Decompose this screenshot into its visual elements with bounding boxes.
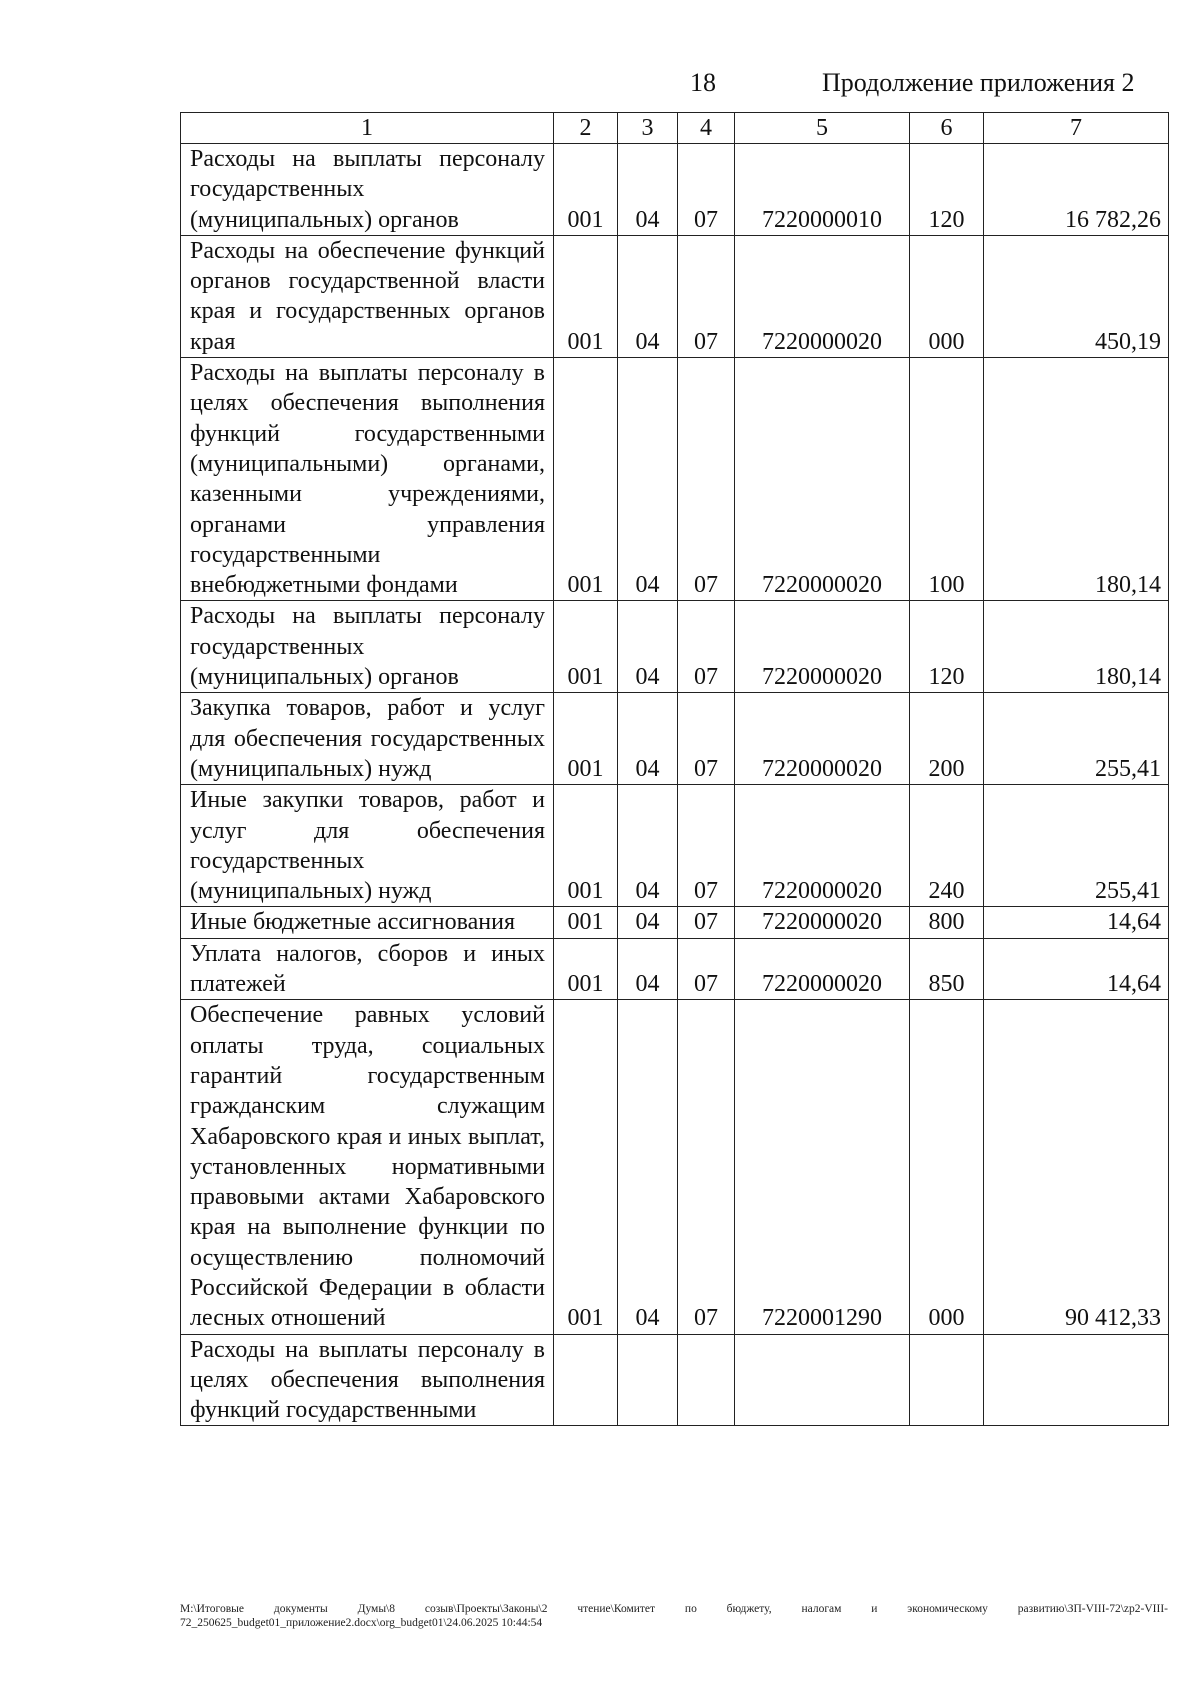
expense-name: Расходы на выплаты персоналу государственных (муниципальных) органов xyxy=(181,601,554,693)
amount: 90 412,33 xyxy=(984,1000,1169,1334)
subsection-code: 07 xyxy=(678,693,735,785)
admin-code: 001 xyxy=(554,938,618,1000)
expense-type-code: 000 xyxy=(910,1000,984,1334)
table-row xyxy=(181,1334,1169,1426)
column-header: 2 xyxy=(554,113,618,144)
column-header: 1 xyxy=(181,113,554,144)
expense-type-code: 120 xyxy=(910,601,984,693)
expense-name: Расходы на выплаты персоналу в целях обеспечения выполнения функций государственными (муниципальными) органами, казенными учреждениями, органами управления государственными внебюджетными фондами xyxy=(181,358,554,601)
expense-type-code: 120 xyxy=(910,144,984,236)
amount: 16 782,26 xyxy=(984,144,1169,236)
expense-type-code xyxy=(910,1334,984,1426)
target-article-code: 7220000020 xyxy=(735,235,910,357)
file-path-footer: M:\Итоговые документы Думы\8 созыв\Проекты\Законы\2 чтение\Комитет по бюджету, налогам и экономическому развитию\ЗП-VIII-72\zp2-VIII-72_250625_budget01_приложение2.docx\org_budget01\24.06.2025 10:44:54 xyxy=(180,1603,1168,1629)
expense-name: Расходы на выплаты персоналу государственных (муниципальных) органов xyxy=(181,144,554,236)
subsection-code: 07 xyxy=(678,1000,735,1334)
section-code: 04 xyxy=(618,785,678,907)
amount: 450,19 xyxy=(984,235,1169,357)
amount: 14,64 xyxy=(984,938,1169,1000)
continuation-caption: Продолжение приложения 2 xyxy=(822,68,1135,97)
expense-name: Иные бюджетные ассигнования xyxy=(181,907,554,938)
admin-code: 001 xyxy=(554,907,618,938)
subsection-code: 07 xyxy=(678,938,735,1000)
amount xyxy=(984,1334,1169,1426)
expense-name: Закупка товаров, работ и услуг для обеспечения государственных (муниципальных) нужд xyxy=(181,693,554,785)
table-row xyxy=(181,938,1169,1000)
expense-type-code: 800 xyxy=(910,907,984,938)
admin-code: 001 xyxy=(554,601,618,693)
section-code: 04 xyxy=(618,907,678,938)
section-code: 04 xyxy=(618,358,678,601)
column-header: 3 xyxy=(618,113,678,144)
expense-name: Расходы на выплаты персоналу в целях обеспечения выполнения функций государственными xyxy=(181,1334,554,1426)
section-code: 04 xyxy=(618,601,678,693)
section-code: 04 xyxy=(618,938,678,1000)
admin-code xyxy=(554,1334,618,1426)
subsection-code xyxy=(678,1334,735,1426)
target-article-code: 7220000020 xyxy=(735,785,910,907)
section-code: 04 xyxy=(618,1000,678,1334)
section-code: 04 xyxy=(618,144,678,236)
table-row xyxy=(181,235,1169,357)
section-code xyxy=(618,1334,678,1426)
table-row xyxy=(181,144,1169,236)
target-article-code: 7220000020 xyxy=(735,907,910,938)
table-row xyxy=(181,1000,1169,1334)
target-article-code: 7220000020 xyxy=(735,693,910,785)
expense-name: Уплата налогов, сборов и иных платежей xyxy=(181,938,554,1000)
expense-name: Иные закупки товаров, работ и услуг для обеспечения государственных (муниципальных) нужд xyxy=(181,785,554,907)
target-article-code: 7220000010 xyxy=(735,144,910,236)
page-number: 18 xyxy=(690,68,716,97)
budget-table xyxy=(180,112,1169,1426)
expense-type-code: 850 xyxy=(910,938,984,1000)
amount: 180,14 xyxy=(984,358,1169,601)
admin-code: 001 xyxy=(554,693,618,785)
amount: 14,64 xyxy=(984,907,1169,938)
table-row xyxy=(181,907,1169,938)
table-row xyxy=(181,693,1169,785)
subsection-code: 07 xyxy=(678,785,735,907)
target-article-code: 7220000020 xyxy=(735,358,910,601)
subsection-code: 07 xyxy=(678,601,735,693)
column-header: 4 xyxy=(678,113,735,144)
admin-code: 001 xyxy=(554,144,618,236)
table-row xyxy=(181,358,1169,601)
column-header: 5 xyxy=(735,113,910,144)
expense-type-code: 000 xyxy=(910,235,984,357)
subsection-code: 07 xyxy=(678,144,735,236)
expense-type-code: 200 xyxy=(910,693,984,785)
target-article-code xyxy=(735,1334,910,1426)
subsection-code: 07 xyxy=(678,907,735,938)
column-number-row xyxy=(181,113,1169,144)
section-code: 04 xyxy=(618,693,678,785)
column-header: 6 xyxy=(910,113,984,144)
expense-type-code: 100 xyxy=(910,358,984,601)
subsection-code: 07 xyxy=(678,358,735,601)
subsection-code: 07 xyxy=(678,235,735,357)
admin-code: 001 xyxy=(554,785,618,907)
target-article-code: 7220000020 xyxy=(735,601,910,693)
table-row xyxy=(181,785,1169,907)
section-code: 04 xyxy=(618,235,678,357)
amount: 255,41 xyxy=(984,785,1169,907)
admin-code: 001 xyxy=(554,358,618,601)
expense-name: Расходы на обеспечение функций органов государственной власти края и государственных органов края xyxy=(181,235,554,357)
admin-code: 001 xyxy=(554,235,618,357)
amount: 180,14 xyxy=(984,601,1169,693)
admin-code: 001 xyxy=(554,1000,618,1334)
amount: 255,41 xyxy=(984,693,1169,785)
expense-name: Обеспечение равных условий оплаты труда, социальных гарантий государственным гражданским служащим Хабаровского края и иных выплат, установленных нормативными правовыми актами Хабаровского края на выполнение функции по осуществлению полномочий Российской Федерации в области лесных отношений xyxy=(181,1000,554,1334)
table-row xyxy=(181,601,1169,693)
expense-type-code: 240 xyxy=(910,785,984,907)
target-article-code: 7220000020 xyxy=(735,938,910,1000)
column-header: 7 xyxy=(984,113,1169,144)
target-article-code: 7220001290 xyxy=(735,1000,910,1334)
